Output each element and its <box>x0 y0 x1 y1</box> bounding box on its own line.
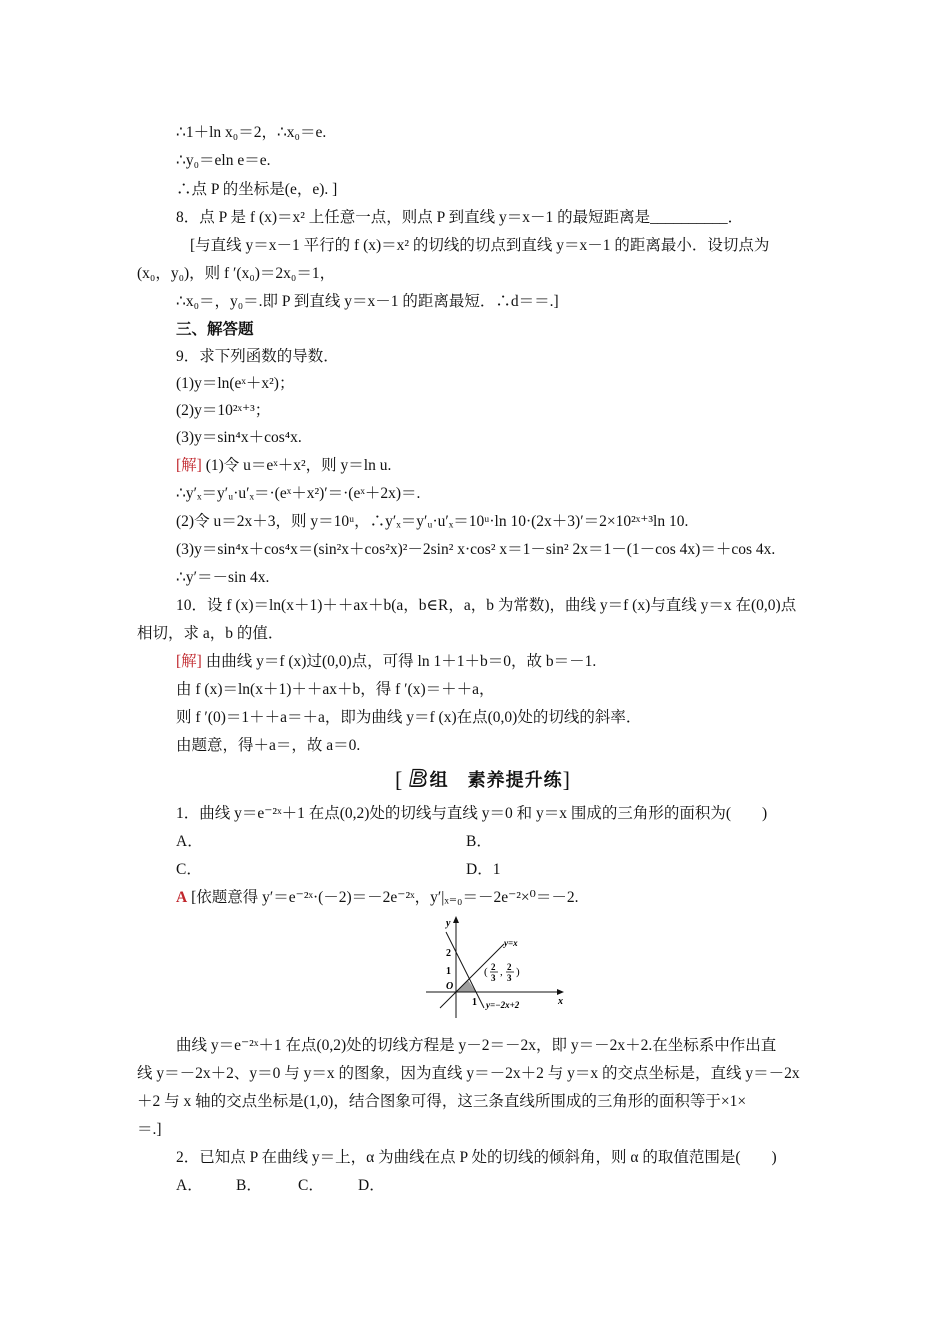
origin-label: O <box>446 981 454 992</box>
solution-9-line <box>176 456 391 476</box>
solution-text: [依题意得 y′＝e⁻²ˣ·(－2)＝－2e⁻²ˣ，y′|ₓ₌₀＝－2e⁻²×⁰＝－2. <box>187 889 579 906</box>
option-d: D．1 <box>466 861 501 878</box>
section-bracket: [ <box>395 767 404 792</box>
text-line: ∴点 P 的坐标是(e，e). ] <box>176 181 338 198</box>
axis-x-label: x <box>558 996 563 1007</box>
question-10: 10．设 f (x)＝ln(x＋1)＋＋ax＋b(a，b∈R，a，b 为常数)，曲线 y＝f (x)与直线 y＝x 在(0,0)点 <box>176 597 797 614</box>
answer-8-line: ∴x₀＝，y₀＝.即 P 到直线 y＝x－1 的距离最短．∴d＝＝.] <box>176 293 559 310</box>
section-b-heading <box>395 765 571 793</box>
y-axis-arrow <box>453 916 459 923</box>
point-label: 3 <box>507 973 512 983</box>
question-9-part: (1)y＝ln(eˣ＋x²)； <box>176 375 295 392</box>
b1-explanation: ＝.] <box>137 1121 162 1138</box>
axis-y-label: y <box>446 918 451 929</box>
section-b-label: 组 素养提升练 <box>429 770 563 790</box>
option-b: B． <box>466 833 492 850</box>
solution-9-line: ∴y′ₓ＝y′ᵤ·u′ₓ＝·(eˣ＋x²)′＝·(eˣ＋2x)＝. <box>176 485 421 502</box>
question-9-part: (3)y＝sin⁴x＋cos⁴x. <box>176 429 302 446</box>
b1-explanation: 曲线 y＝e⁻²ˣ＋1 在点(0,2)处的切线方程是 y－2＝－2x，即 y＝－2x＋2.在坐标系中作出直 <box>176 1037 777 1054</box>
point-label: 2 <box>491 962 496 972</box>
answer-8-line: (x₀，y₀)，则 f ′(x₀)＝2x₀＝1， <box>137 265 336 282</box>
section-heading: 三、解答题 <box>176 321 254 338</box>
line-label: y=x <box>504 938 518 948</box>
option-c: C． <box>176 861 202 878</box>
answer-8-line: [与直线 y＝x－1 平行的 f (x)＝x² 的切线的切点到直线 y＝x－1 的距离最小．设切点为 <box>190 237 770 254</box>
solution-9-line: (3)y＝sin⁴x＋cos⁴x＝(sin²x＋cos²x)²－2sin² x·cos² x＝1－sin² 2x＝1－(1－cos 4x)＝＋cos 4x. <box>176 541 776 558</box>
solution-text: (1)令 u＝eˣ＋x²，则 y＝ln u. <box>201 457 392 474</box>
option-a: A． <box>176 833 203 850</box>
question-9-part: (2)y＝10²ˣ⁺³； <box>176 402 271 419</box>
option-c: C． <box>298 1177 324 1194</box>
solution-9-line: (2)令 u＝2x＋3，则 y＝10ᵘ，∴y′ₓ＝y′ᵤ·u′ₓ＝10ᵘ·ln 10·(2x＋3)′＝2×10²ˣ⁺³ln 10. <box>176 513 689 530</box>
solution-10-line <box>176 652 596 672</box>
option-d: D． <box>358 1177 385 1194</box>
point-label: ( <box>484 966 488 978</box>
solution-tag: [解] <box>176 653 202 670</box>
solution-text: 由曲线 y＝f (x)过(0,0)点，可得 ln 1＋1＋b＝0，故 b＝－1. <box>201 653 597 670</box>
line-label: y=−2x+2 <box>486 1000 520 1010</box>
b-question-2: 2．已知点 P 在曲线 y＝上，α 为曲线在点 P 处的切线的倾斜角，则 α 的取值范围是( ) <box>176 1149 777 1166</box>
option-a: A． <box>176 1177 203 1194</box>
point-label: , <box>500 966 503 978</box>
point-label: 2 <box>507 962 512 972</box>
tick-label: 1 <box>446 966 451 977</box>
section-bracket: ] <box>562 767 571 792</box>
solution-tag: [解] <box>176 457 202 474</box>
tick-label: 1 <box>472 997 477 1008</box>
question-10: 相切，求 a，b 的值． <box>137 625 284 642</box>
b1-explanation: 线 y＝－2x＋2、y＝0 与 y＝x 的图象，因为直线 y＝－2x＋2 与 y＝x 的交点坐标是，直线 y＝－2x <box>137 1065 800 1082</box>
solution-10-line: 由题意，得＋a＝，故 a＝0. <box>176 737 361 754</box>
solution-10-line: 由 f (x)＝ln(x＋1)＋＋ax＋b，得 f ′(x)＝＋＋a， <box>176 681 495 698</box>
point-label: ) <box>516 966 520 978</box>
solution-10-line: 则 f ′(0)＝1＋＋a＝＋a，即为曲线 y＝f (x)在点(0,0)处的切线的斜率． <box>176 709 642 726</box>
x-axis-arrow <box>557 989 564 995</box>
text-line: ∴y₀＝eln e＝e. <box>176 152 271 169</box>
b1-explanation: ＋2 与 x 轴的交点坐标是(1,0)，结合图象可得，这三条直线所围成的三角形的面积等于×1× <box>137 1093 747 1110</box>
text-line: ∴1＋ln x₀＝2，∴x₀＝e. <box>176 124 327 141</box>
question-9: 9．求下列函数的导数． <box>176 348 339 365</box>
b-badge-icon: B <box>409 765 428 792</box>
question-8: 8．点 P 是 f (x)＝x² 上任意一点，则点 P 到直线 y＝x－1 的最短距离是__________． <box>176 209 744 226</box>
tick-label: 2 <box>446 948 451 959</box>
solution-9-line: ∴y′＝－sin 4x. <box>176 569 270 586</box>
point-label: 3 <box>491 973 496 983</box>
b-question-1: 1．曲线 y＝e⁻²ˣ＋1 在点(0,2)处的切线与直线 y＝0 和 y＝x 围成的三角形的面积为( ) <box>176 805 768 822</box>
b1-solution-line <box>176 888 578 908</box>
option-b: B． <box>236 1177 262 1194</box>
answer-letter: A <box>176 889 188 906</box>
tangent-line-graph <box>420 912 570 1024</box>
